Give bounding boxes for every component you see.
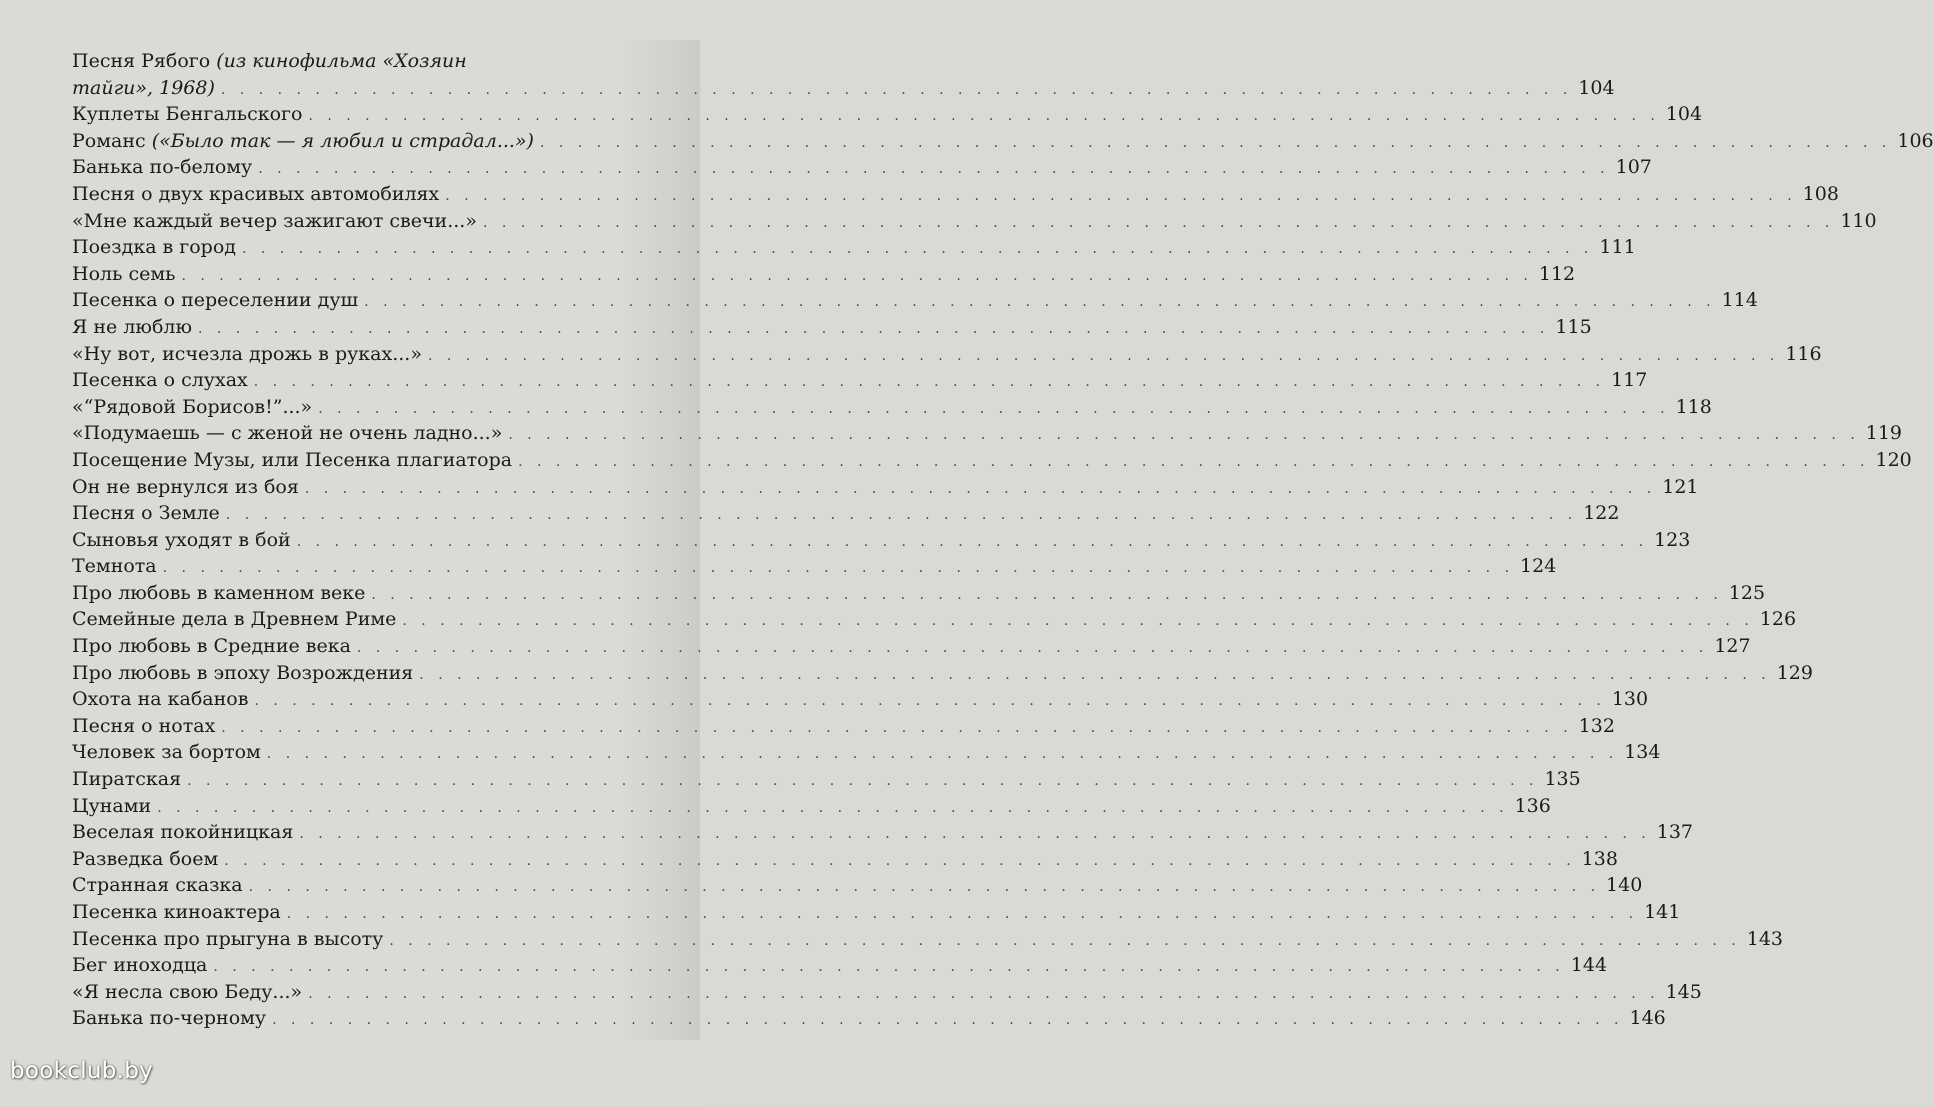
toc-entry-title: Разведка боем: [72, 847, 219, 870]
leader-dots: [213, 954, 1564, 981]
leader-dots: [389, 928, 1740, 955]
toc-entry: [72, 75, 1615, 102]
leader-dots: [483, 210, 1834, 237]
toc-page-number: 116: [1785, 342, 1822, 365]
toc-entry: [72, 686, 1649, 713]
toc-page-number: 120: [1875, 448, 1912, 471]
toc-page-number: 144: [1570, 954, 1608, 977]
toc-page-number: 119: [1865, 422, 1902, 445]
toc-entry: [72, 341, 1822, 368]
leader-dots: [181, 263, 1532, 290]
leader-dots: [357, 635, 1708, 662]
toc-entry: [72, 128, 1934, 155]
toc-page-number: 126: [1759, 608, 1797, 631]
toc-entry-title: Про любовь в каменном веке: [72, 581, 366, 604]
toc-entry-subtitle: («Было так — я любил и страдал...»): [151, 129, 534, 152]
toc-entry: [72, 819, 1693, 846]
toc-entry: [72, 181, 1839, 208]
leader-dots: [224, 848, 1575, 875]
toc-page-number: 140: [1606, 874, 1643, 897]
leader-dots: [221, 715, 1572, 742]
toc-entry: [72, 713, 1615, 740]
toc-entry-title: Человек за бортом: [72, 741, 261, 764]
toc-entry-title: «“Рядовой Борисов!”...»: [72, 395, 313, 418]
toc-entry-title: Темнота: [72, 555, 157, 578]
toc-entry: [72, 846, 1618, 873]
toc-page-number: 122: [1583, 502, 1620, 525]
toc-entry: [72, 261, 1576, 288]
leader-dots: [242, 236, 1593, 263]
toc-entry: [72, 208, 1877, 235]
leader-dots: [187, 768, 1538, 795]
toc-page-number: 124: [1520, 555, 1557, 578]
toc-page-number: 107: [1615, 156, 1652, 179]
toc-entry-title: Песня о Земле: [72, 502, 220, 525]
toc-entry: [72, 660, 1813, 687]
leader-dots: [297, 529, 1648, 556]
toc-entry: [72, 500, 1620, 527]
toc-entry: [72, 154, 1652, 181]
leader-dots: [163, 555, 1514, 582]
toc-entry: [72, 926, 1784, 953]
leader-dots: [249, 874, 1600, 901]
leader-dots: [518, 449, 1869, 476]
toc-entry: [72, 474, 1699, 501]
toc-entry-title: Он не вернулся из боя: [72, 475, 299, 498]
toc-entry-subtitle: (из кинофильма «Хозяин: [216, 50, 467, 72]
toc-entry: [72, 739, 1661, 766]
toc-page-number: 118: [1675, 395, 1712, 418]
toc-page-number: 123: [1654, 528, 1691, 551]
toc-entry-title: Романс («Было так — я любил и страдал...»): [72, 129, 534, 152]
toc-entry-title: Странная сказка: [72, 874, 243, 897]
toc-entry-title: Банька по-черному: [72, 1007, 267, 1030]
toc-entry: [72, 553, 1557, 580]
toc-entry-title: «Я несла свою Беду...»: [72, 980, 303, 1003]
leader-dots: [419, 662, 1770, 689]
watermark: bookclub.by: [10, 1058, 154, 1084]
toc-entry-title: Семейные дела в Древнем Риме: [72, 608, 397, 631]
leader-dots: [445, 183, 1796, 210]
toc-entry: [72, 1005, 1666, 1032]
leader-dots: [267, 741, 1618, 768]
toc-entry-title: Веселая покойницкая: [72, 821, 294, 844]
toc-entry-title: Банька по-белому: [72, 156, 253, 179]
toc-page-number: 106: [1897, 129, 1934, 152]
toc-page-number: 114: [1721, 289, 1758, 312]
toc-page-number: 127: [1714, 635, 1751, 658]
toc-page-number: 111: [1599, 236, 1636, 259]
toc-page-number: 130: [1611, 688, 1649, 711]
toc-entry-title: Песенка киноактера: [72, 901, 281, 923]
toc-entry-title: Цунами: [72, 794, 152, 817]
leader-dots: [508, 422, 1859, 449]
toc-entry: [72, 367, 1648, 394]
toc-page-number: 104: [1578, 76, 1615, 99]
toc-entry-title: Про любовь в Средние века: [72, 635, 351, 658]
toc-page-number: 112: [1538, 262, 1576, 285]
toc-entry: [72, 580, 1766, 607]
leader-dots: [254, 369, 1605, 396]
toc-entry: [72, 420, 1902, 447]
toc-page-number: 117: [1611, 369, 1648, 392]
toc-entry-title: Песенка про прыгуна в высоту: [72, 927, 384, 950]
toc-entry-title: Песня о нотах: [72, 714, 216, 737]
leader-dots: [272, 1007, 1623, 1034]
toc-entry: [72, 447, 1912, 474]
toc-entry: [72, 527, 1691, 554]
toc-entry-title: Песенка о слухах: [72, 369, 248, 392]
toc-entry-title: Сыновья уходят в бой: [72, 528, 291, 551]
leader-dots: [305, 476, 1656, 503]
toc-page-number: 136: [1514, 794, 1551, 817]
leader-dots: [428, 343, 1779, 370]
leader-dots: [402, 608, 1753, 635]
toc-page-number: 132: [1578, 714, 1615, 737]
toc-entry-title: Ноль семь: [72, 262, 176, 285]
toc-page-number: 141: [1644, 901, 1681, 923]
toc-entry-title: Посещение Музы, или Песенка плагиатора: [72, 448, 513, 471]
toc-page-number: 110: [1840, 209, 1877, 232]
toc-page-number: 143: [1746, 927, 1784, 950]
toc-entry-title: Песня Рябого: [72, 50, 217, 72]
toc-entry: [72, 101, 1703, 128]
table-of-contents: [72, 48, 1934, 1032]
toc-entry-title: Куплеты Бенгальского: [72, 103, 303, 126]
toc-page-number: 108: [1802, 182, 1839, 205]
toc-entry-title: «Ну вот, исчезла дрожь в руках...»: [72, 342, 422, 365]
leader-dots: [258, 156, 1609, 183]
toc-entry: [72, 899, 1681, 926]
toc-entry: [72, 979, 1702, 1006]
leader-dots: [157, 795, 1508, 822]
toc-page-number: 125: [1728, 581, 1766, 604]
toc-entry-subtitle: тайги», 1968): [72, 76, 215, 99]
leader-dots: [308, 981, 1659, 1008]
toc-page-number: 129: [1776, 661, 1813, 684]
leader-dots: [221, 77, 1572, 104]
toc-page-number: 134: [1624, 741, 1661, 764]
toc-entry: [72, 234, 1636, 261]
leader-dots: [198, 316, 1549, 343]
toc-entry-title: Про любовь в эпоху Возрождения: [72, 661, 414, 684]
toc-page-number: 137: [1656, 821, 1693, 844]
leader-dots: [299, 821, 1650, 848]
toc-entry: [72, 394, 1712, 421]
toc-page-number: 145: [1665, 980, 1702, 1003]
toc-entry: [72, 633, 1751, 660]
leader-dots: [540, 130, 1891, 157]
toc-page-number: 121: [1662, 475, 1699, 498]
toc-page-number: 135: [1544, 768, 1581, 791]
toc-entry-title: Охота на кабанов: [72, 688, 249, 711]
toc-entry-title: Песенка о переселении душ: [72, 289, 359, 312]
leader-dots: [318, 396, 1669, 423]
leader-dots: [226, 502, 1577, 529]
toc-page-number: 104: [1665, 103, 1703, 126]
toc-page-number: 146: [1629, 1007, 1666, 1030]
leader-dots: [308, 103, 1659, 130]
toc-entry-first-line: [72, 48, 654, 75]
toc-entry: [72, 606, 1797, 633]
toc-entry: [72, 793, 1551, 820]
toc-entry-title: Поездка в город: [72, 236, 236, 259]
toc-list: [72, 101, 1934, 1032]
toc-entry: [72, 314, 1592, 341]
toc-entry-title: Я не люблю: [72, 315, 192, 338]
toc-page-number: 115: [1555, 315, 1592, 338]
toc-entry-title: «Подумаешь — с женой не очень ладно...»: [72, 422, 503, 445]
toc-entry-title: Песня о двух красивых автомобилях: [72, 182, 440, 205]
toc-entry: [72, 766, 1581, 793]
leader-dots: [364, 289, 1715, 316]
leader-dots: [371, 582, 1722, 609]
toc-entry-title: Пиратская: [72, 768, 182, 791]
toc-entry: [72, 287, 1758, 314]
toc-entry: [72, 952, 1608, 979]
leader-dots: [287, 901, 1638, 928]
toc-page-number: 138: [1581, 847, 1618, 870]
leader-dots: [254, 688, 1605, 715]
toc-entry: [72, 872, 1643, 899]
toc-entry-title: «Мне каждый вечер зажигают свечи...»: [72, 209, 477, 232]
toc-entry-title: Бег иноходца: [72, 954, 208, 977]
